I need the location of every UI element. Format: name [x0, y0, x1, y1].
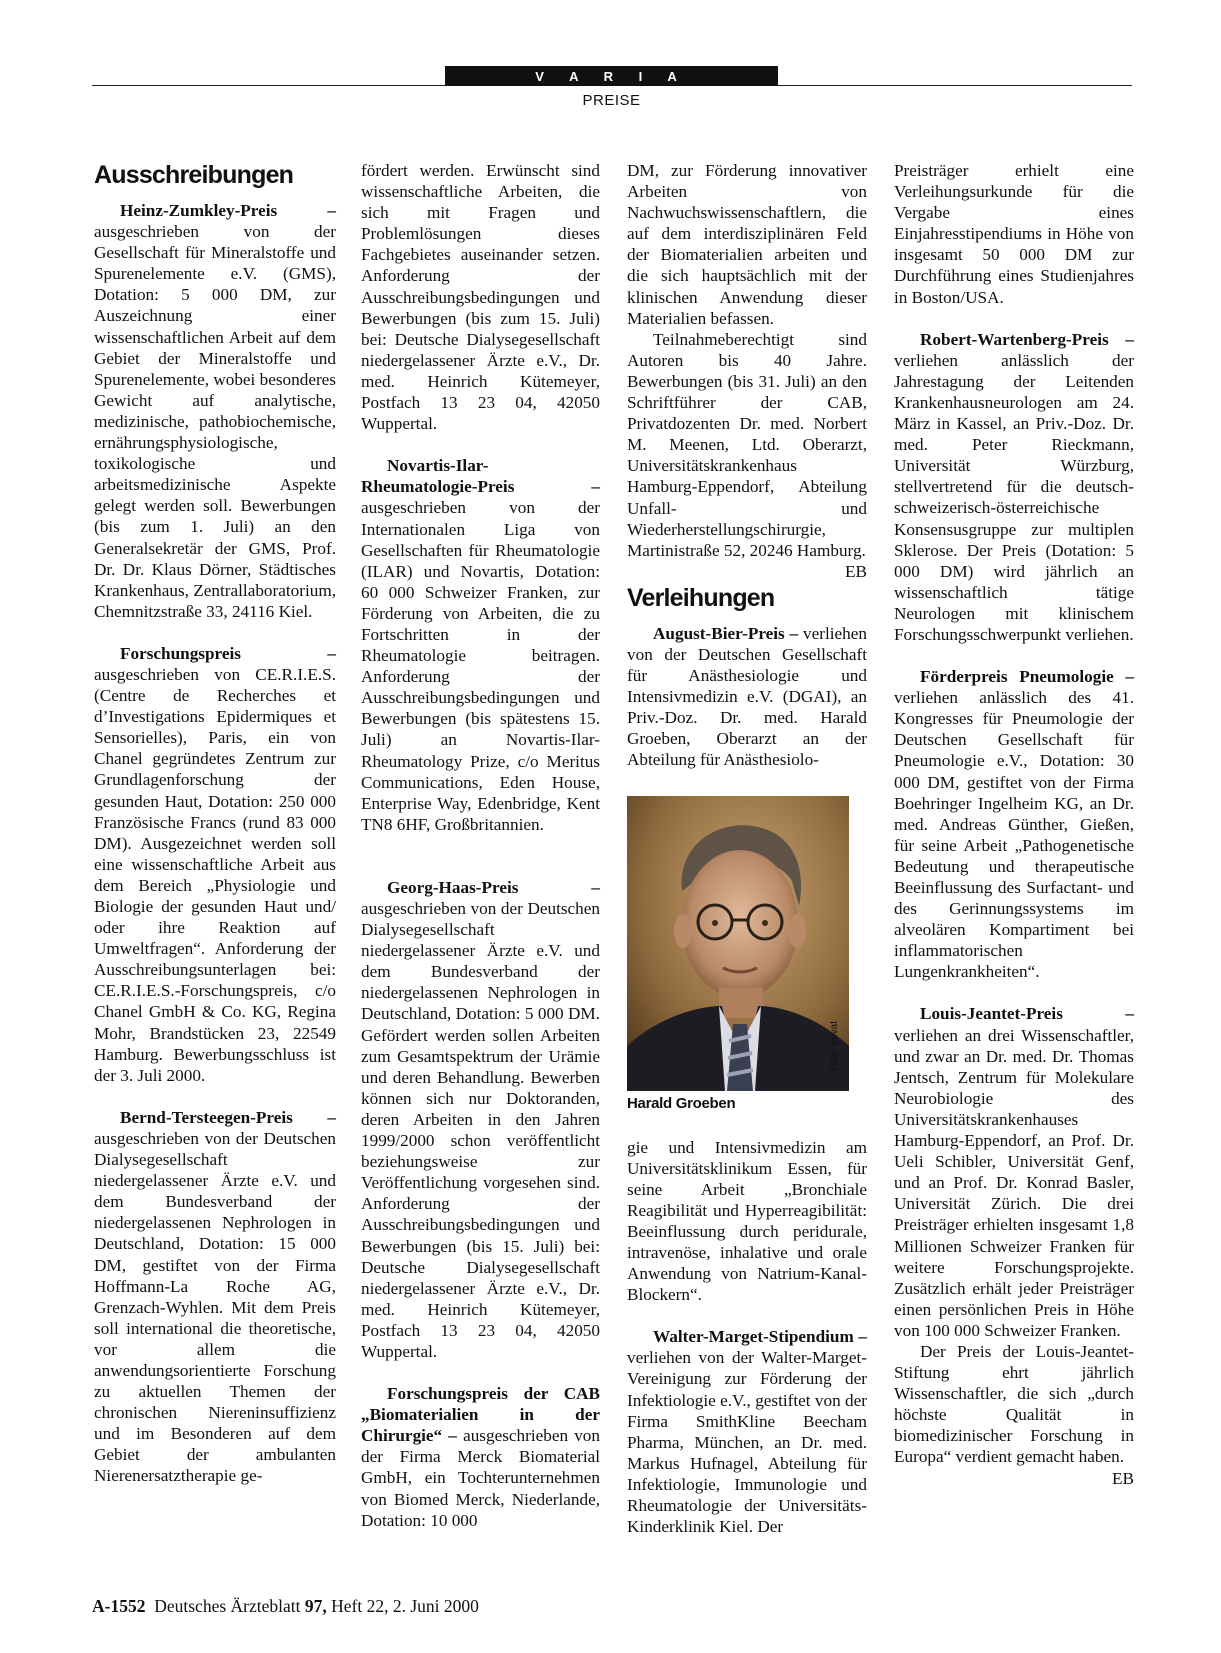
section-title-ausschreibungen: Ausschreibungen [94, 161, 294, 189]
column-4 [894, 160, 1134, 1489]
entry-text: verliehen an drei Wissenschaftler, und zwar an Dr. med. Dr. Thomas Jentsch, Zentrum für Molekulare Neurobiologie des Universitätskrankenhauses Hamburg-Eppendorf, an Prof. Dr. Ueli Schibler, Universität Genf, und an Prof. Dr. Konrad Basler, Universität Zürich. Die drei Preisträger erhielten insgesamt 1,8 Millionen Schweizer Franken für weitere Forschungsprojekte. Zusätzlich erhält jeder Preisträger einen persönlichen Preis in Höhe von 100 000 Schweizer Franken. [894, 1025, 1134, 1340]
portrait-image [627, 796, 849, 1091]
entry-forschungspreis-cab [361, 1383, 600, 1531]
photo-caption: Harald Groeben [627, 1095, 736, 1113]
entry-paragraph [627, 329, 867, 581]
section-title-verleihungen: Verleihungen [627, 583, 775, 612]
entry-novartis-ilar [361, 455, 600, 835]
entry-text: verliehen von der Deutschen Gesellschaft für Anästhesiologie und Intensivmedizin e.V. (DGAI), an Priv.-Doz. Dr. med. Harald Groeben, Oberarzt an der Abteilung für Anästhesiolo- [627, 623, 867, 770]
entry-continuation: Preisträger erhielt eine Verleihungsurkunde für die Vergabe eines Einjahresstipendiums in Höhe von insgesamt 50 000 DM zur Durchführung eines Studienjahres in Boston/USA. [894, 161, 1134, 307]
column-2 [361, 160, 600, 1531]
paragraph-text: Der Preis der Louis-Jeantet-Stiftung ehrt jährlich Wissenschaftler, die sich „durch höchste Qualität in biomedizinischer Forschung in Europa“ verdient gemacht haben. [894, 1341, 1134, 1467]
entry-heinz-zumkley [94, 200, 336, 622]
paragraph-text: Teilnahmeberechtigt sind Autoren bis 40 Jahre. Bewerbungen (bis 31. Juli) an den Schriftführer der CAB, Privatdozenten Dr. med. Norbert M. Meenen, Ltd. Oberarzt, Universitätskrankenhaus Hamburg-Eppendorf, Abteilung Unfall- und Wiederherstellungschirurgie, Martinistraße 52, 20246 Hamburg. [627, 329, 867, 560]
page-number: A-1552 [92, 1596, 146, 1616]
entry-walter-marget [627, 1326, 867, 1537]
author-sign: EB [845, 561, 867, 581]
entry-text: ausgeschrieben von der Firma Merck Biomaterial GmbH, ein Tochterunternehmen von Biomed Merck, Niederlande, Dotation: 10 000 [361, 1426, 600, 1530]
photo-credit: Foto: privat [828, 1021, 840, 1072]
entry-name: Bernd-Tersteegen-Preis – [120, 1107, 336, 1127]
entry-name: Heinz-Zumkley-Preis – [120, 201, 336, 220]
entry-text: verliehen anlässlich der Jahrestagung der Leitenden Krankenhausneurologen am 24. März in Kassel, an Priv.-Doz. Dr. med. Peter Rieckmann, Universität Würzburg, stellvertretend für die deutsch-schweizerisch-österreichische Konsensusgruppe zur multiplen Sklerose. Der Preis (Dotation: 5 000 DM) wird jährlich an wissenschaftlich tätige Neurologen mit klinischem Forschungsschwerpunkt verliehen. [894, 350, 1134, 644]
entry-continuation: fördert werden. Erwünscht sind wissenschaftliche Arbeiten, die sich mit Fragen und Problemlösungen dieses Fachgebietes auseinander setzen. Anforderung der Ausschreibungsbedingungen und Bewerbungen (bis zum 15. Juli) bei: Deutsche Dialysegesellschaft niedergelassener Ärzte e.V., Dr. med. Heinrich Kütemeyer, Postfach 13 23 04, 42050 Wuppertal. [361, 161, 600, 434]
entry-name: Novartis-Ilar-Rheumatologie-Preis – [361, 456, 600, 497]
entry-continuation: DM, zur Förderung innovativer Arbeiten von Nachwuchswissenschaftlern, die auf dem interdisziplinären Feld der Biomaterialien arbeiten und die sich hauptsächlich mit der klinischen Anwendung dieser Materialien befassen. [627, 161, 867, 328]
entry-name: Walter-Marget-Stipendium – [653, 1327, 867, 1347]
entry-august-bier [627, 623, 867, 771]
entry-text: ausgeschrieben von der Deutschen Dialysegesellschaft niedergelassener Ärzte e.V. und dem Bundesverband der niedergelassenen Nephrologen in Deutschland, Dotation: 5 000 DM. Gefördert werden sollen Arbeiten zum Gesamtspektrum der Urämie und deren Behandlung. Bewerben können sich nur Doktoranden, deren Arbeiten in den Jahren 1999/2000 schon veröffentlicht beziehungsweise zur Veröffentlichung vorgesehen sind. Anforderung der Ausschreibungsbedingungen und Bewerbungen (bis 15. Juli) bei: Deutsche Dialysegesellschaft niedergelassener Ärzte e.V., Dr. med. Heinrich Kütemeyer, Postfach 13 23 04, 42050 Wuppertal. [361, 899, 600, 1361]
journal-name: Deutsches Ärzteblatt [154, 1596, 301, 1616]
entry-louis-jeantet [894, 1003, 1134, 1341]
entry-name: August-Bier-Preis – [653, 623, 799, 643]
entry-text: ausgeschrieben von der Gesellschaft für Mineralstoffe und Spurenelemente e.V. (GMS), Dotation: 5 000 DM, zur Auszeichnung einer wissenschaftlichen Arbeit auf dem Gebiet der Mineralstoffe und Spurenelemente, wobei besonderes Gewicht auf analytische, medizinische, pathobiochemische, ernährungsphysiologische, toxikologische und arbeitsmedizinische Aspekte gelegt werden soll. Bewerbungen (bis zum 1. Juli) an den Generalsekretär der GMS, Prof. Dr. Dr. Klaus Dörner, Städtisches Krankenhaus, Zentrallaboratorium, Chemnitzstraße 33, 24116 Kiel. [94, 222, 336, 621]
entry-name: Louis-Jeantet-Preis – [920, 1004, 1134, 1024]
section-banner [445, 66, 778, 86]
entry-name: Georg-Haas-Preis – [387, 877, 600, 897]
section-label: V A R I A [535, 68, 688, 84]
journal-issue: Heft 22, 2. Juni 2000 [331, 1596, 479, 1616]
column-3 [627, 160, 867, 1537]
entry-bernd-tersteegen [94, 1107, 336, 1487]
author-sign: EB [1112, 1468, 1134, 1488]
portrait-photo [627, 796, 849, 1091]
column-1 [94, 160, 336, 1487]
entry-name: Forschungspreis – [120, 643, 336, 663]
entry-continuation: gie und Intensivmedizin am Universitätsklinikum Essen, für seine Arbeit „Bronchiale Reagibilität und Hyperreagibilität: Beeinflussung durch peridurale, intravenöse, inhalative und orale Anwendung von Natrium-Kanal-Blockern“. [627, 1137, 867, 1305]
journal-volume: 97, [304, 1596, 327, 1616]
entry-text: ausgeschrieben von der Internationalen Liga von Gesellschaften für Rheumatologie (ILAR) und Novartis, Dotation: 60 000 Schweizer Franken, zur Förderung von Arbeiten, die zu Fortschritten in der Rheumatologie beitragen. Anforderung der Ausschreibungsbedingungen und Bewerbungen (bis spätestens 15. Juli) an Novartis-Ilar-Rheumatology Prize, c/o Meritus Communications, Eden House, Enterprise Way, Edenbridge, Kent TN8 6HF, Großbritannien. [361, 498, 600, 834]
entry-paragraph [894, 1341, 1134, 1488]
entry-text: verliehen von der Walter-Marget-Vereinigung zur Förderung der Infektiologie e.V., gestiftet von der Firma SmithKline Beecham Pharma, München, an Dr. med. Markus Hufnagel, Abteilung für Infektiologie, Immunologie und Rheumatologie der Universitäts-Kinderklinik Kiel. Der [627, 1348, 867, 1537]
entry-name: Robert-Wartenberg-Preis – [920, 329, 1134, 349]
entry-robert-wartenberg [894, 329, 1134, 645]
subsection-label: PREISE [582, 92, 641, 109]
entry-name: Förderpreis Pneumologie – [920, 667, 1134, 687]
entry-name: Forschungspreis der CAB „Biomaterialien in der Chirurgie“ – [361, 1384, 600, 1446]
entry-foerderpreis-pneumologie [894, 666, 1134, 982]
entry-text: verliehen anlässlich des 41. Kongresses für Pneumologie der Deutschen Gesellschaft für Pneumologie e.V., Dotation: 30 000 DM, gestiftet von der Firma Boehringer Ingelheim KG, an Dr. med. Andreas Günther, Gießen, für seine Arbeit „Pathogenetische Bedeutung und therapeutische Beeinflussung des Surfactant- und des Gerinnungssystems im alveolären Kompartiment bei inflammatorischen Lungenkrankheiten“. [894, 688, 1134, 982]
entry-text: ausgeschrieben von CE.R.I.E.S. (Centre de Recherches et d’Investigations Epidermiques et Sensorielles), Paris, ein von Chanel gegründetes Zentrum zur Grundlagenforschung der gesunden Haut, Dotation: 250 000 Französische Francs (rund 83 000 DM). Ausgezeichnet werden soll eine wissenschaftliche Arbeit aus dem Bereich „Physiologie und Biologie der gesunden Haut und/ oder ihre Reaktion auf Umweltfragen“. Anforderung der Ausschreibungsunterlagen bei: CE.R.I.E.S.-Forschungspreis, c/o Chanel GmbH & Co. KG, Regina Mohr, Brandstücken 23, 22549 Hamburg. Bewerbungsschluss ist der 3. Juli 2000. [94, 664, 336, 1085]
entry-forschungspreis-ceries [94, 643, 336, 1086]
page-footer [92, 1596, 479, 1617]
entry-text: ausgeschrieben von der Deutschen Dialysegesellschaft niedergelassener Ärzte e.V. und dem Bundesverband der niedergelassenen Nephrologen in Deutschland, Dotation: 15 000 DM, gestiftet von der Firma Hoffmann-La Roche AG, Grenzach-Wyhlen. Mit dem Preis soll international die theoretische, vor allem die anwendungsorientierte Forschung zu aktuellen Themen der chronischen Niereninsuffizienz und im Besonderen auf dem Gebiet der ambulanten Nierenersatztherapie ge- [94, 1128, 336, 1486]
portrait-figure [627, 796, 867, 1114]
entry-georg-haas [361, 877, 600, 1362]
